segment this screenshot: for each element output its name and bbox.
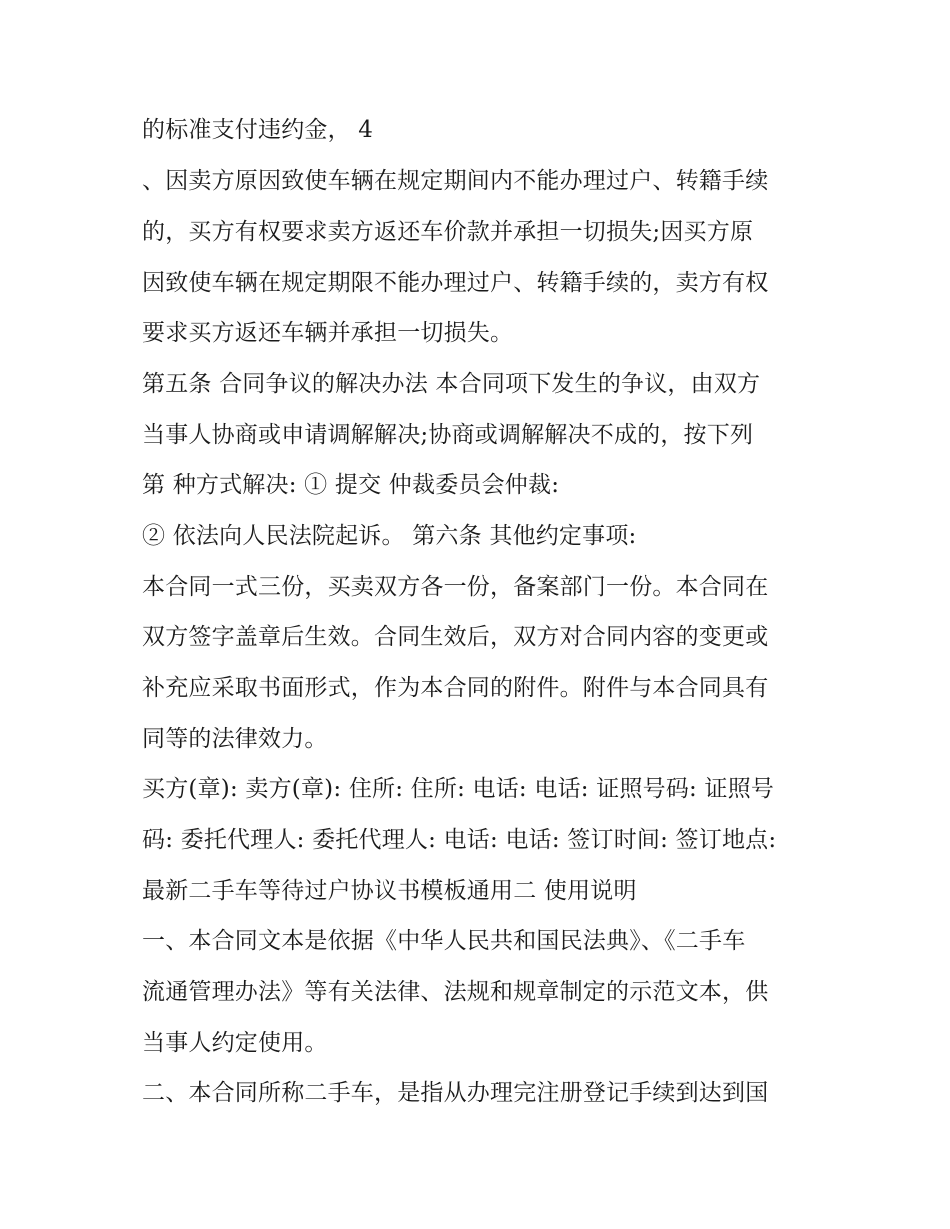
signature-fields-line: 码: 委托代理人: 委托代理人: 电话: 电话: 签订时间: 签订地点: [142,827,777,853]
text-line: 当事人约定使用。 [142,1030,328,1056]
text-line: 第 种方式解决: ① 提交 仲裁委员会仲裁: [142,472,560,498]
text-line: 双方签字盖章后生效。合同生效后，双方对合同内容的变更或 [142,624,769,650]
text-line: 要求买方返还车辆并承担一切损失。 [142,320,514,346]
text-line: 一、本合同文本是依据《中华人民共和国民法典》、《二手车 [142,928,746,954]
section-heading-article-5: 第五条 合同争议的解决办法 本合同项下发生的争议，由双方 [142,371,761,397]
signature-fields-line: 买方(章): 卖方(章): 住所: 住所: 电话: 电话: 证照号码: 证照号 [142,776,775,802]
text-line: 本合同一式三份，买卖双方各一份，备案部门一份。本合同在 [142,574,769,600]
section-title: 最新二手车等待过户协议书模板通用二 使用说明 [142,878,637,904]
text-line: 同等的法律效力。 [142,726,328,752]
text-line: 二、本合同所称二手车，是指从办理完注册登记手续到达到国 [142,1080,769,1106]
text-line: 的标准支付违约金， 4 [142,117,374,143]
text-line: 、因卖方原因致使车辆在规定期间内不能办理过户、转籍手续 [142,168,769,194]
text-line: ② 依法向人民法院起诉。 第六条 其他约定事项: [142,523,637,549]
text-line: 当事人协商或申请调解解决;协商或调解解决不成的，按下列 [142,422,754,448]
text-line: 的，买方有权要求卖方返还车价款并承担一切损失;因买方原 [142,219,754,245]
text-line: 流通管理办法》等有关法律、法规和规章制定的示范文本，供 [142,979,769,1005]
text-line: 因致使车辆在规定期限不能办理过户、转籍手续的，卖方有权 [142,270,769,296]
text-line: 补充应采取书面形式，作为本合同的附件。附件与本合同具有 [142,675,769,701]
